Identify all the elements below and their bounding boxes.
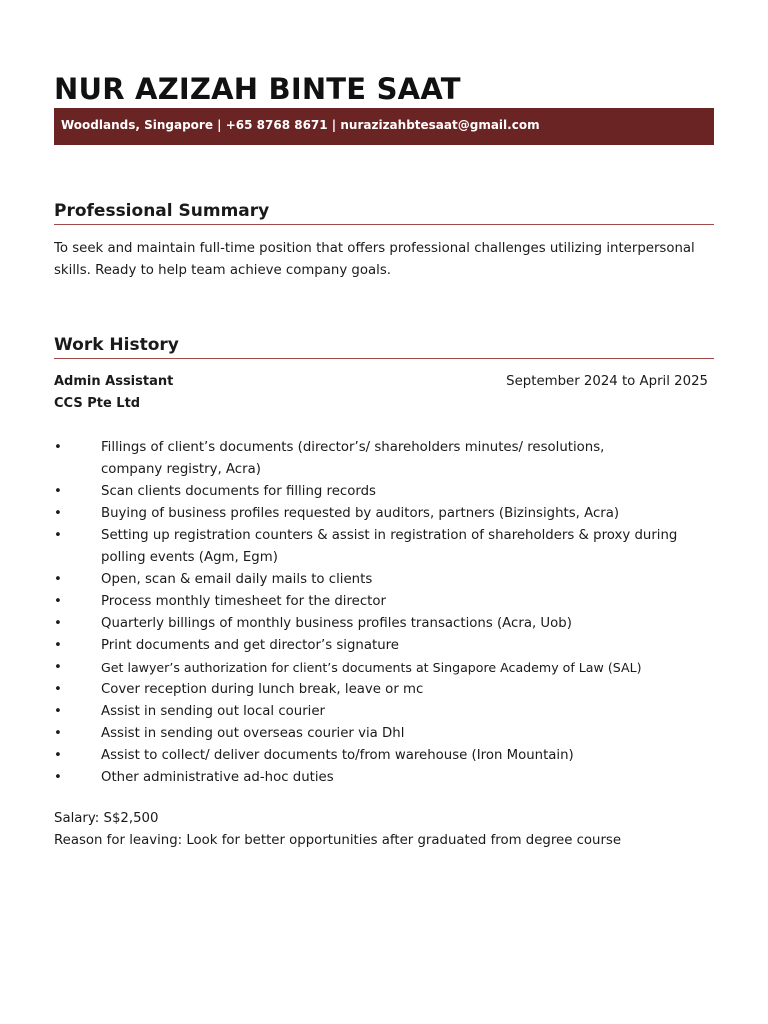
list-item [54,481,714,503]
list-item [54,635,714,657]
job-dates: September 2024 to April 2025 [506,374,708,389]
duty-text: Process monthly timesheet for the director [101,594,386,609]
bullet-marker: • [54,572,62,587]
list-item [54,503,714,525]
list-item [54,723,714,745]
bullet-marker: • [54,770,62,785]
list-item [54,437,714,481]
duty-text: Assist to collect/ deliver documents to/from warehouse (Iron Mountain) [101,748,574,763]
duty-text: Assist in sending out local courier [101,704,326,719]
bullet-marker: • [54,726,62,741]
list-item [54,657,714,679]
bullet-marker: • [54,748,62,763]
bullet-marker: • [54,484,62,499]
list-item [54,767,714,789]
bullet-marker: • [54,594,62,609]
list-item [54,569,714,591]
reason-for-leaving-text: Reason for leaving: Look for better opportunities after graduated from degree course [54,833,622,848]
contact-info: Woodlands, Singapore | +65 8768 8671 | nurazizahbtesaat@gmail.com [61,118,540,132]
duty-text: Scan clients documents for filling records [101,484,376,499]
bullet-marker: • [54,682,62,697]
bullet-marker: • [54,440,62,455]
duty-text: Get lawyer’s authorization for client’s documents at Singapore Academy of Law (SAL) [101,660,642,675]
duty-text: Fillings of client’s documents (director’s/ shareholders minutes/ resolutions, company registry, Acra) [101,440,605,477]
list-item [54,679,714,701]
duty-text: Setting up registration counters & assist in registration of shareholders & proxy during polling events (Agm, Egm) [101,528,678,565]
duty-text: Assist in sending out overseas courier via Dhl [101,726,405,741]
company-name: CCS Pte Ltd [54,396,141,411]
work-history-heading: Work History [54,335,714,359]
duty-text: Open, scan & email daily mails to clients [101,572,373,587]
duty-text: Other administrative ad-hoc duties [101,770,334,785]
bullet-marker: • [54,616,62,631]
list-item [54,745,714,767]
list-item [54,613,714,635]
bullet-marker: • [54,660,62,675]
list-item [54,591,714,613]
bullet-marker: • [54,638,62,653]
candidate-name: NUR AZIZAH BINTE SAAT [54,72,461,106]
duty-text: Quarterly billings of monthly business profiles transactions (Acra, Uob) [101,616,572,631]
duties-list [54,437,714,789]
duty-text: Cover reception during lunch break, leave or mc [101,682,424,697]
salary-text: Salary: S$2,500 [54,811,159,826]
list-item [54,701,714,723]
job-title: Admin Assistant [54,374,174,389]
bullet-marker: • [54,528,62,543]
contact-bar [54,108,714,145]
professional-summary-text: To seek and maintain full-time position that offers professional challenges utilizing interpersonal skills. Ready to help team achieve company goals. [54,241,695,278]
bullet-marker: • [54,704,62,719]
duty-text: Print documents and get director’s signature [101,638,399,653]
duty-text: Buying of business profiles requested by auditors, partners (Bizinsights, Acra) [101,506,620,521]
professional-summary-heading: Professional Summary [54,201,714,225]
bullet-marker: • [54,506,62,521]
list-item [54,525,714,569]
